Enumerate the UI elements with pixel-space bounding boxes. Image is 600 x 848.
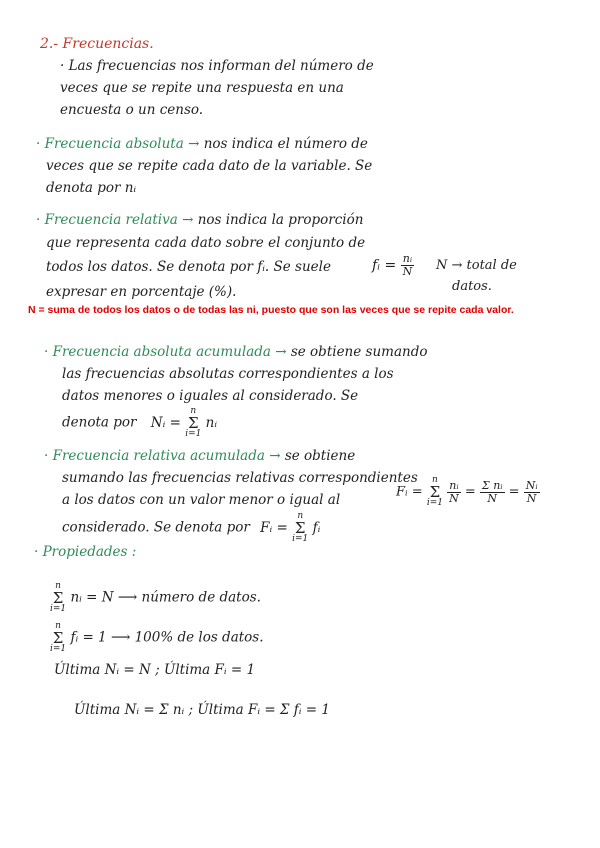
rel-acum-formula: Fᵢ = n Σ i=1 fᵢ bbox=[260, 511, 321, 544]
equals-sign: = bbox=[508, 484, 520, 500]
propiedad-2 bbox=[50, 622, 264, 654]
abs-acum-line-2: las frecuencias absolutas correspondientes a los bbox=[62, 366, 394, 382]
sigma-bottom: i=1 bbox=[185, 429, 202, 439]
rel-acum-text-1: se obtiene bbox=[284, 448, 356, 464]
sigma-glyph: Σ bbox=[429, 483, 441, 501]
sigma-bottom: i=1 bbox=[50, 604, 67, 614]
rel-acum-line-4 bbox=[62, 512, 320, 544]
sigma-glyph: Σ bbox=[294, 519, 306, 537]
relativa-text-1: nos indica la proporción bbox=[197, 212, 364, 228]
abs-acum-line-1 bbox=[44, 344, 427, 360]
sigma-top: n bbox=[190, 406, 197, 416]
absoluta-text-1: nos indica el número de bbox=[203, 136, 368, 152]
sigma-glyph: Σ bbox=[52, 589, 64, 607]
intro-line-1: · Las frecuencias nos informan del número de bbox=[60, 58, 374, 74]
propiedades-title: · Propiedades : bbox=[34, 544, 137, 560]
rel-acum-line-2: sumando las frecuencias relativas correspondientes bbox=[62, 470, 418, 486]
equals-sign: = bbox=[464, 484, 476, 500]
intro-line-2: veces que se repite una respuesta en una bbox=[60, 80, 344, 96]
relativa-line-3: todos los datos. Se denota por fᵢ. Se suele bbox=[46, 259, 331, 275]
relativa-formula-lhs: fᵢ = bbox=[372, 257, 397, 274]
propiedad-1-text: nᵢ = N ⟶ número de datos. bbox=[70, 589, 261, 606]
absoluta-line-1 bbox=[36, 136, 368, 152]
propiedad-1 bbox=[50, 582, 261, 614]
side-formula-lhs: Fᵢ = bbox=[396, 484, 423, 500]
abs-acum-term: · Frecuencia absoluta acumulada → bbox=[44, 344, 287, 360]
sigma-symbol bbox=[185, 407, 201, 439]
intro-line-3: encuesta o un censo. bbox=[60, 102, 204, 118]
side-fraction-2-den: N bbox=[487, 491, 498, 505]
abs-acum-text-4: denota por bbox=[62, 414, 137, 431]
sigma-bottom: i=1 bbox=[292, 534, 309, 544]
side-fraction-2 bbox=[480, 480, 505, 505]
absoluta-line-2: veces que se repite cada dato de la variable. Se bbox=[46, 158, 373, 174]
relativa-formula bbox=[372, 253, 414, 278]
propiedad-3: Última Nᵢ = N ; Última Fᵢ = 1 bbox=[54, 662, 256, 678]
sigma-top: n bbox=[297, 511, 304, 521]
sigma-top: n bbox=[431, 475, 438, 485]
red-note: N = suma de todos los datos o de todas las ni, puesto que son las veces que se repite cada valor. bbox=[28, 304, 514, 316]
rel-acum-text-4: considerado. Se denota por bbox=[62, 519, 250, 536]
absoluta-term: · Frecuencia absoluta → bbox=[36, 136, 200, 152]
relativa-line-4: expresar en porcentaje (%). bbox=[46, 284, 237, 300]
sigma-bottom: i=1 bbox=[50, 644, 67, 654]
relativa-fraction-num: nᵢ bbox=[401, 253, 415, 266]
sigma-top: n bbox=[55, 581, 61, 591]
propiedad-2-text: fᵢ = 1 ⟶ 100% de los datos. bbox=[70, 629, 264, 646]
side-fraction-1 bbox=[447, 480, 461, 505]
relativa-line-2: que representa cada dato sobre el conjunto de bbox=[46, 235, 366, 251]
sigma-top: n bbox=[55, 621, 61, 631]
rel-acum-line-1 bbox=[44, 448, 355, 464]
abs-acum-line-4 bbox=[62, 407, 217, 439]
sigma-symbol bbox=[50, 582, 66, 614]
rel-acum-side-formula bbox=[396, 476, 540, 508]
abs-acum-formula: Nᵢ = n Σ i=1 nᵢ bbox=[150, 406, 218, 439]
side-fraction-3-den: N bbox=[526, 491, 537, 505]
sigma-symbol bbox=[292, 512, 308, 544]
relativa-note-1: N → total de bbox=[436, 258, 517, 273]
sigma-symbol bbox=[50, 622, 66, 654]
relativa-line-1 bbox=[36, 212, 363, 228]
abs-acum-text-1: se obtiene sumando bbox=[290, 344, 428, 360]
sigma-symbol bbox=[427, 476, 443, 508]
side-fraction-3 bbox=[524, 480, 540, 505]
sigma-glyph: Σ bbox=[187, 414, 199, 432]
side-fraction-3-num: Nᵢ bbox=[525, 478, 538, 492]
relativa-note-2: datos. bbox=[452, 279, 492, 294]
sigma-glyph: Σ bbox=[52, 629, 64, 647]
relativa-fraction-den: N bbox=[402, 265, 413, 278]
sigma-bottom: i=1 bbox=[426, 498, 443, 508]
abs-acum-line-3: datos menores o iguales al considerado. Se bbox=[62, 388, 359, 404]
section-title: 2.- Frecuencias. bbox=[40, 36, 154, 52]
side-fraction-2-num: Σ nᵢ bbox=[481, 478, 503, 492]
rel-acum-line-3: a los datos con un valor menor o igual al bbox=[62, 492, 341, 508]
side-fraction-1-num: nᵢ bbox=[447, 480, 461, 493]
rel-acum-term: · Frecuencia relativa acumulada → bbox=[44, 448, 281, 464]
propiedad-4: Última Nᵢ = Σ nᵢ ; Última Fᵢ = Σ fᵢ = 1 bbox=[74, 702, 330, 718]
relativa-term: · Frecuencia relativa → bbox=[36, 212, 194, 228]
side-fraction-1-den: N bbox=[449, 491, 459, 505]
absoluta-line-3: denota por nᵢ bbox=[46, 180, 137, 196]
relativa-fraction bbox=[401, 253, 415, 278]
